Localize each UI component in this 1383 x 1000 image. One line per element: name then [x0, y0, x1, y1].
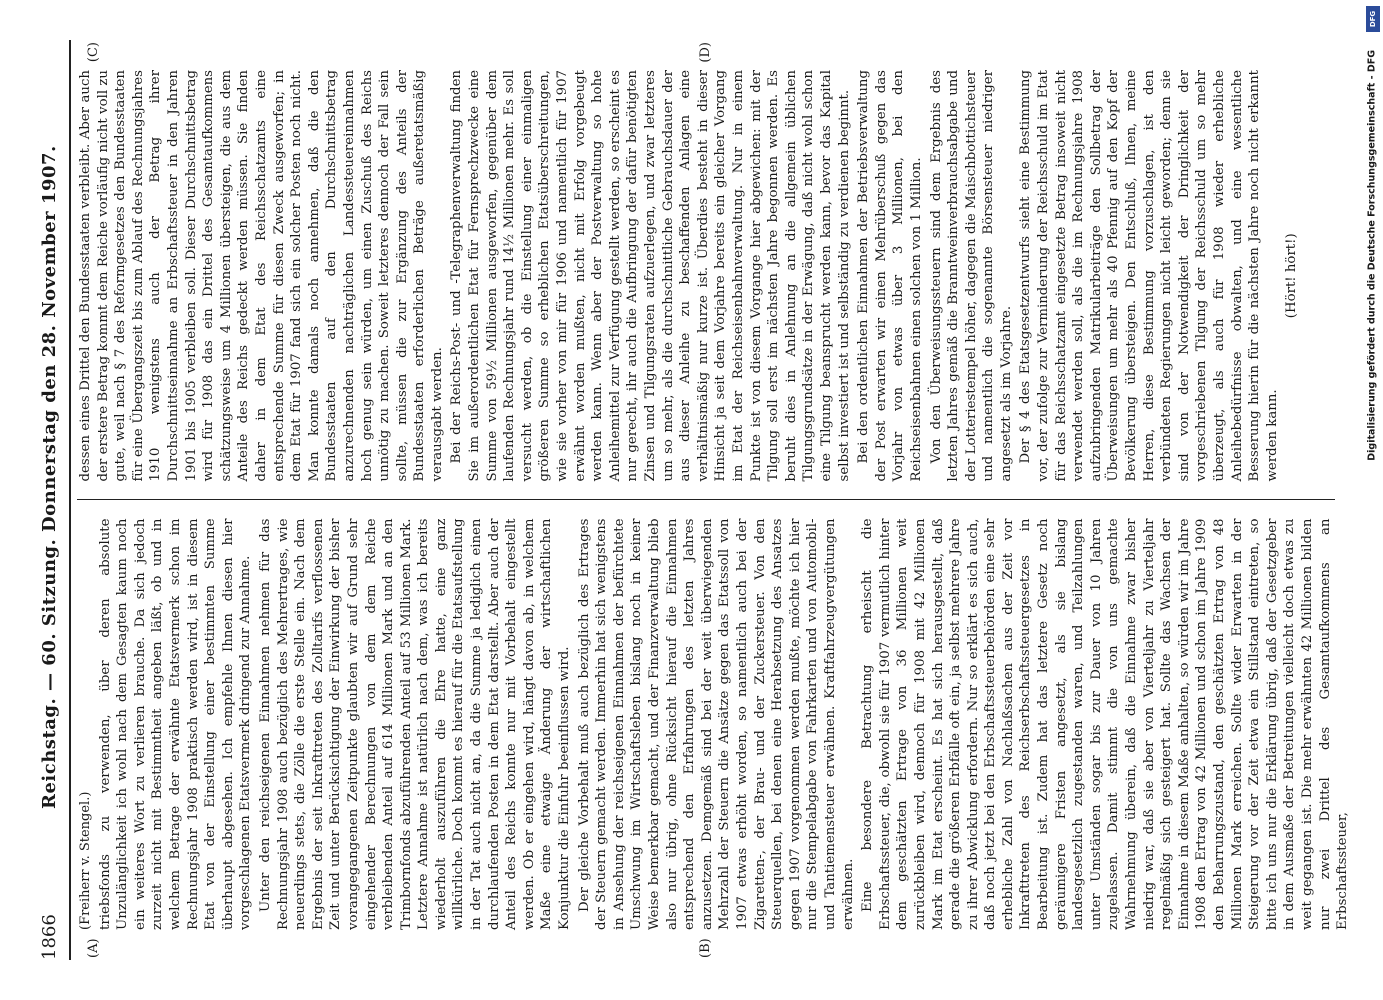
dfg-logo-text: DFG [1369, 10, 1377, 28]
margin-marker-a: (A) [86, 938, 101, 958]
speaker-label: (Freiherr v. Stengel.) [78, 791, 93, 930]
paragraph: dessen eines Drittel den Bundesstaaten verbleibt. Aber auch der erstere Betrag kommt dem Reiche vorläufig nicht voll zu gute, weil nach § 7 des Reformgesetzes den Bundesstaaten für eine Übergangszeit bis zum Ablauf des Rechnungsjahres 1910 wenigstens auch der Betrag ihrer Durchschnittseinnahme an Erbschaftssteuer in den Jahren 1901 bis 1905 verbleiben soll. Dieser Durchschnittsbetrag wird für 1908 das ein Drittel des Gesamtaufkommens schätzungsweise um 4 Millionen übersteigen, die aus dem Anteile des Reichs gedeckt werden müssen. Sie finden daher in dem Etat des Reichsschatzamts eine entsprechende Summe für diesen Zweck ausgeworfen; in dem Etat für 1907 fand sich ein solcher Posten noch nicht. Man konnte damals noch annehmen, daß die den Bundesstaaten auf den Durchschnittsbetrag anzurechnenden nachträglichen Landessteuereinnahmen hoch genug sein würden, um einen Zuschuß des Reichs unnötig zu machen. Soweit letzteres dennoch der Fall sein sollte, müssen die zur Ergänzung des Anteils der Bundesstaaten erforderlichen Beträge außeretatsmäßig verausgabt werden. [78, 70, 445, 482]
left-column [77, 501, 1351, 961]
paragraph: Der § 4 des Etatsgesetzentwurfs sieht eine Bestimmung vor, der zufolge zur Verminderung der Reichsschuld im Etat für das Reichsschatzamt eingesetzte Betrag insoweit nicht verwendet werden soll, als die im Rechnungsjahre 1908 aufzubringenden Matrikularbeiträge den Sollbetrag der Überweisungen um mehr als 40 Pfennig auf den Kopf der Bevölkerung übersteigen. Den Entschluß, Ihnen, meine Herren, diese Bestimmung vorzuschlagen, ist den verbündeten Regierungen nicht leicht geworden; denn sie sind von der Notwendigkeit der Dringlichkeit der vorgeschriebenen Tilgung der Reichsschuld um so mehr überzeugt, als auch für 1908 wieder erhebliche Anleihebedürfnisse obwalten, und eine wesentliche Besserung hierin für die nächsten Jahre noch nicht erkannt werden kann. [1018, 70, 1280, 482]
page-header [39, 40, 65, 960]
paragraph: Eine besondere Betrachtung erheischt die Erbschaftssteuer, die, obwohl sie für 1907 vermutlich hinter dem geschätzten Ertrage von 36 Millionen weit zurückbleiben wird, dennoch für 1908 mit 42 Millionen Mark im Etat erscheint. Es hat sich herausgestellt, daß gerade die größeren Erbfälle oft ein, ja selbst mehrere Jahre zu ihrer Abwicklung erfordern. Nur so erklärt es sich auch, daß noch jetzt bei den Erbschaftssteuerbehörden eine sehr erhebliche Zahl von Nachlaßsachen aus der Zeit vor Inkrafttreten des Reichserbschaftssteuergesetzes in Bearbeitung ist. Zudem hat das letztere Gesetz noch geräumigere Fristen angesetzt, als sie bislang landesgesetzlich zugestanden waren, und Teilzahlungen unter Umständen sogar bis zur Dauer von 10 Jahren zugelassen. Damit stimmt die von uns gemachte Wahrnehmung überein, daß die Einnahme zwar bisher niedrig war, daß sie aber von Vierteljahr zu Vierteljahr regelmäßig sich gesteigert hat. Sollte das Wachsen der Einnahme in diesem Maße anhalten, so würden wir im Jahre 1908 den Ertrag von 42 Millionen und schon im Jahre 1909 den Beharrungszustand, den geschätzten Ertrag von 48 Millionen Mark erreichen. Sollte wider Erwarten in der Steigerung vor der Zeit etwa ein Stillstand eintreten, so bitte ich uns nur die Erklärung übrig, daß der Gesetzgeber in dem Ausmaße der Betreitungen vielleicht doch etwas zu weit gegangen ist. Die mehr erwähnten 42 Millionen bilden nur zwei Drittel des Gesamtaufkommens an Erbschaftssteuer, [860, 518, 1351, 930]
interjection: (Hört! hört!) [1284, 233, 1300, 319]
paragraph: Von den Überweisungssteuern sind dem Ergebnis des letzten Jahres gemäß die Branntweinverbrauchsabgabe und der Lotteriestempel höher, dagegen die Maischbottichsteuer und namentlich die sogenannte Börsensteuer niedriger angesetzt als im Vorjahre. [928, 70, 1014, 482]
right-column [77, 40, 1335, 500]
margin-marker-c: (C) [86, 42, 101, 63]
paragraph: Bei der Reichs-Post- und -Telegraphenverwaltung finden Sie im außerordentlichen Etat für Fernsprechzwecke eine Summe von 59½ Millionen ausgeworfen, gegenüber dem laufenden Rechnungsjahr rund 14½ Millionen mehr. Es soll versucht werden, ob die Einstellung einer einmaligen größeren Summe so erheblichen Etatsüberschreitungen, wie sie vorher von mir für 1906 und namentlich für 1907 erwähnt worden mußten, nicht mit Erfolg vorgebeugt werden kann. Wenn aber der Postverwaltung so hohe Anleihemittel zur Verfügung gestellt werden, so erscheint es nur gerecht, ihr auch die Aufbringung der dafür benötigten Zinsen und Tilgungsraten aufzuerlegen, und zwar letzteres um so mehr, als die durchschnittliche Gebrauchsdauer der aus dieser Anleihe zu beschaffenden Anlagen eine verhältnismäßig nur kurze ist. Überdies besteht in dieser Hinsicht ja seit dem Vorjahre bereits ein gleicher Vorgang im Etat der Reichseisenbahnverwaltung. Nur in einem Punkte ist von diesem Vorgange hier abgewichen: mit der Tilgung soll erst im nächsten Jahre begonnen werden. Es beruht dies in Anlehnung an die allgemein üblichen Tilgungsgrundsätze in der Erwägung, daß nicht wohl schon eine Tilgung beansprucht werden kann, bevor das Kapital selbst investiert ist und selbständig zu verdienen beginnt. [449, 70, 852, 482]
paragraph: Bei den ordentlichen Einnahmen der Betriebsverwaltung der Post erwarten wir einen Mehrüberschuß gegen das Vorjahr von etwas über 3 Millionen, bei den Reichseisenbahnen einen solchen von 1 Million. [856, 70, 924, 482]
digitization-credit-text: Digitalisierung gefördert durch die Deutsche Forschungsgemeinschaft - DFG [1366, 50, 1378, 461]
page-number: 1866 [39, 914, 60, 960]
header-rule [69, 40, 71, 960]
digitization-credit [1363, 10, 1381, 990]
paragraph: triebsfonds zu verwenden, über deren absolute Unzulänglichkeit ich wohl nach dem Gesagten kaum noch ein weiteres Wort zu verlieren brauche. Da sich jedoch zurzeit nicht mit Bestimmtheit angeben läßt, ob und in welchem Betrage der erwähnte Etatsvermerk schon im Rechnungsjahr 1908 praktisch werden wird, ist in diesem Etat von der Einstellung einer bestimmten Summe überhaupt abgesehen. Ich empfehle Ihnen diesen hier vorgeschlagenen Etatsvermerk dringend zur Annahme. [97, 518, 254, 930]
margin-marker-d: (D) [698, 42, 713, 63]
text-columns [77, 40, 1351, 960]
document-page [25, 20, 1355, 980]
dfg-logo [1366, 6, 1380, 32]
paragraph: Der gleiche Vorbehalt muß auch bezüglich des Ertrages der Steuern gemacht werden. Immerhin hat sich wenigstens in Ansehung der reichseigenen Einnahmen der befürchtete Umschwung im Wirtschaftsleben bislang noch in keiner Weise bemerkbar gemacht, und der Finanzverwaltung blieb also nur übrig, ohne Rücksicht hierauf die Einnahmen entsprechend den Erfahrungen des letzten Jahres anzusetzen. Demgemäß sind bei der weit überwiegenden Mehrzahl der Steuern die Ansätze gegen das Etatssoll von 1907 etwas erhöht worden, so namentlich auch bei der Zigaretten-, der Brau- und der Zuckersteuer. Von den Steuerquellen, bei denen eine Herabsetzung des Ansatzes gegen 1907 vorgenommen werden mußte, möchte ich hier nur die Stempelabgabe von Fahrkarten und von Automobil- und Tantiemensteuer erwähnen. Kraftfahrzeugvergütungen erwähnen. [576, 518, 856, 930]
running-title: Reichstag. — 60. Sitzung. Donnerstag den 28. November 1907. [39, 145, 60, 809]
margin-marker-b: (B) [698, 938, 713, 958]
paragraph: Unter den reichseigenen Einnahmen nehmen für das Rechnungsjahr 1908 auch bezüglich des Mehrertrages, wie neuerdings stets, die Zölle die erste Stelle ein. Nach dem Ergebnis der seit Inkrafttreten des Zolltarifs verflossenen Zeit und unter Berücksichtigung der Einwirkung der bisher vorangegangenen Zeitpunkte glaubten wir auf Grund sehr eingehender Berechnungen von dem dem Reiche verbleibenden Anteil auf 614 Millionen Mark und an den Trimbornfonds abzuführenden Anteil auf 53 Millionen Mark. Letztere Annahme ist natürlich nach dem, was ich bereits wiederholt auszuführen die Ehre hatte, eine ganz willkürliche. Doch kommt es hierauf für die Etatsaufstellung in der Tat auch nicht an, da die Summe ja lediglich einen durchlaufenden Posten in dem Etat darstellt. Aber auch der Anteil des Reichs konnte nur mit Vorbehalt eingestellt werden. Ob er eingehen wird, hängt davon ab, in welchem Maße eine etwaige Änderung der wirtschaftlichen Konjunktur die Einfuhr beeinflussen wird. [257, 518, 573, 930]
